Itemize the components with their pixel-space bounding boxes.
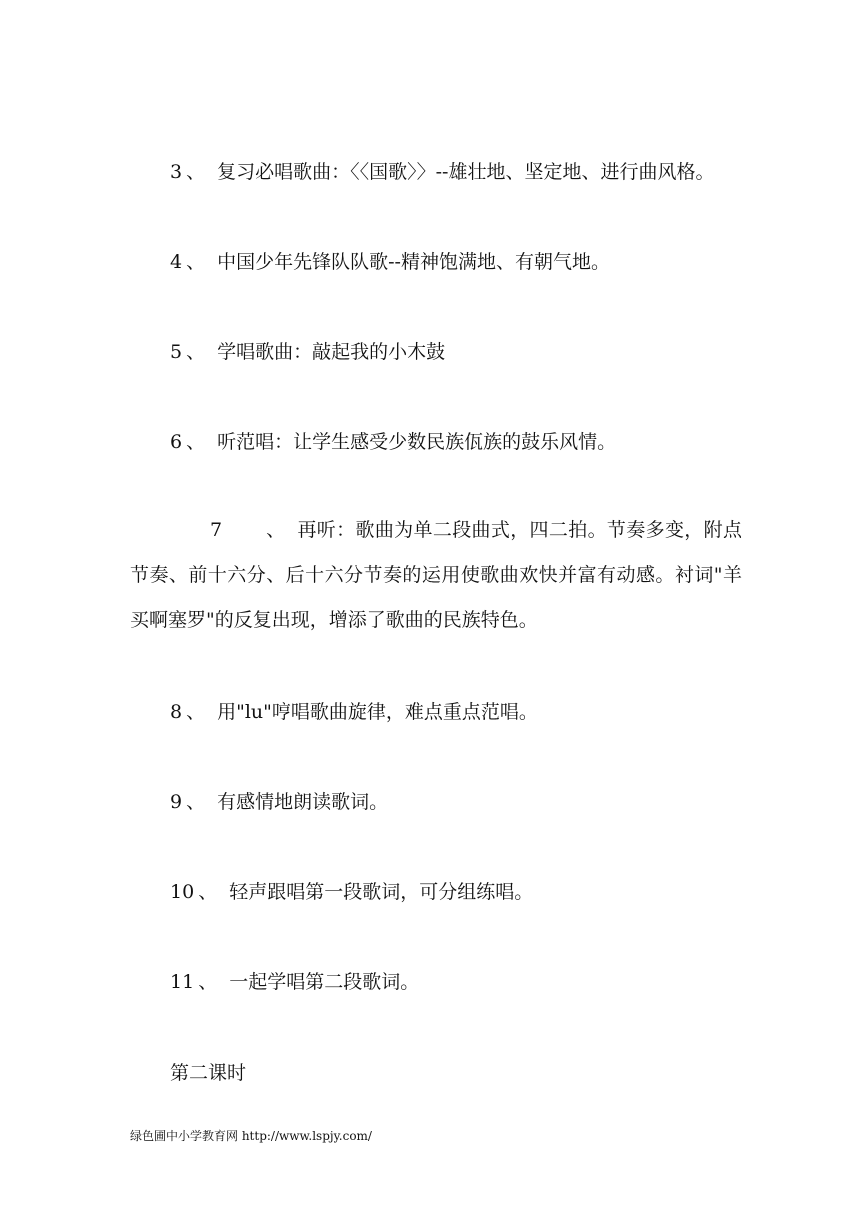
item-separator: 、 [186,251,206,273]
page-footer: 绿色圃中小学教育网 http://www.lspjy.com/ [130,1129,372,1143]
item-separator: 、 [186,161,206,183]
item-separator: 、 [186,431,206,453]
item-separator: 、 [198,971,218,993]
list-item-8 [130,690,742,735]
item-separator: 、 [186,701,206,723]
list-item-11 [130,960,742,1005]
item-separator: 、 [266,519,286,541]
item-separator: 、 [198,881,218,903]
item-text: 听范唱：让学生感受少数民族佤族的鼓乐风情。 [217,431,617,453]
list-item-9 [130,780,742,825]
item-separator: 、 [186,791,206,813]
list-item-3 [130,150,742,195]
item-text: 用"lu"哼唱歌曲旋律，难点重点范唱。 [217,701,538,723]
item-text: 有感情地朗读歌词。 [217,791,389,813]
item-text: 中国少年先锋队队歌--精神饱满地、有朝气地。 [217,251,610,273]
item-number: 11 [170,971,195,993]
item-text: 一起学唱第二段歌词。 [229,971,420,993]
item-number: 10 [170,881,195,903]
item-text: 复习必唱歌曲：〈〈国歌〉〉--雄壮地、坚定地、进行曲风格。 [217,161,715,183]
item-number: 7 [210,519,223,541]
list-item-4 [130,240,742,285]
item-number: 8 [170,701,183,723]
item-text: 再听：歌曲为单二段曲式，四二拍。节奏多变，附点节奏、前十六分、后十六分节奏的运用使歌曲欢快并富有动感。衬词"羊买啊塞罗"的反复出现，增添了歌曲的民族特色。 [130,519,742,631]
list-item-6 [130,420,742,465]
list-item-5 [130,330,742,375]
item-number: 6 [170,431,183,453]
item-text: 轻声跟唱第一段歌词，可分组练唱。 [229,881,534,903]
item-number: 5 [170,341,183,363]
item-number: 9 [170,791,183,813]
list-item-10 [130,870,742,915]
section-heading: 第二课时 [170,1062,247,1084]
item-number: 4 [170,251,183,273]
item-number: 3 [170,161,183,183]
item-separator: 、 [186,341,206,363]
item-text: 学唱歌曲：敲起我的小木鼓 [217,341,446,363]
list-item-7 [130,508,742,643]
